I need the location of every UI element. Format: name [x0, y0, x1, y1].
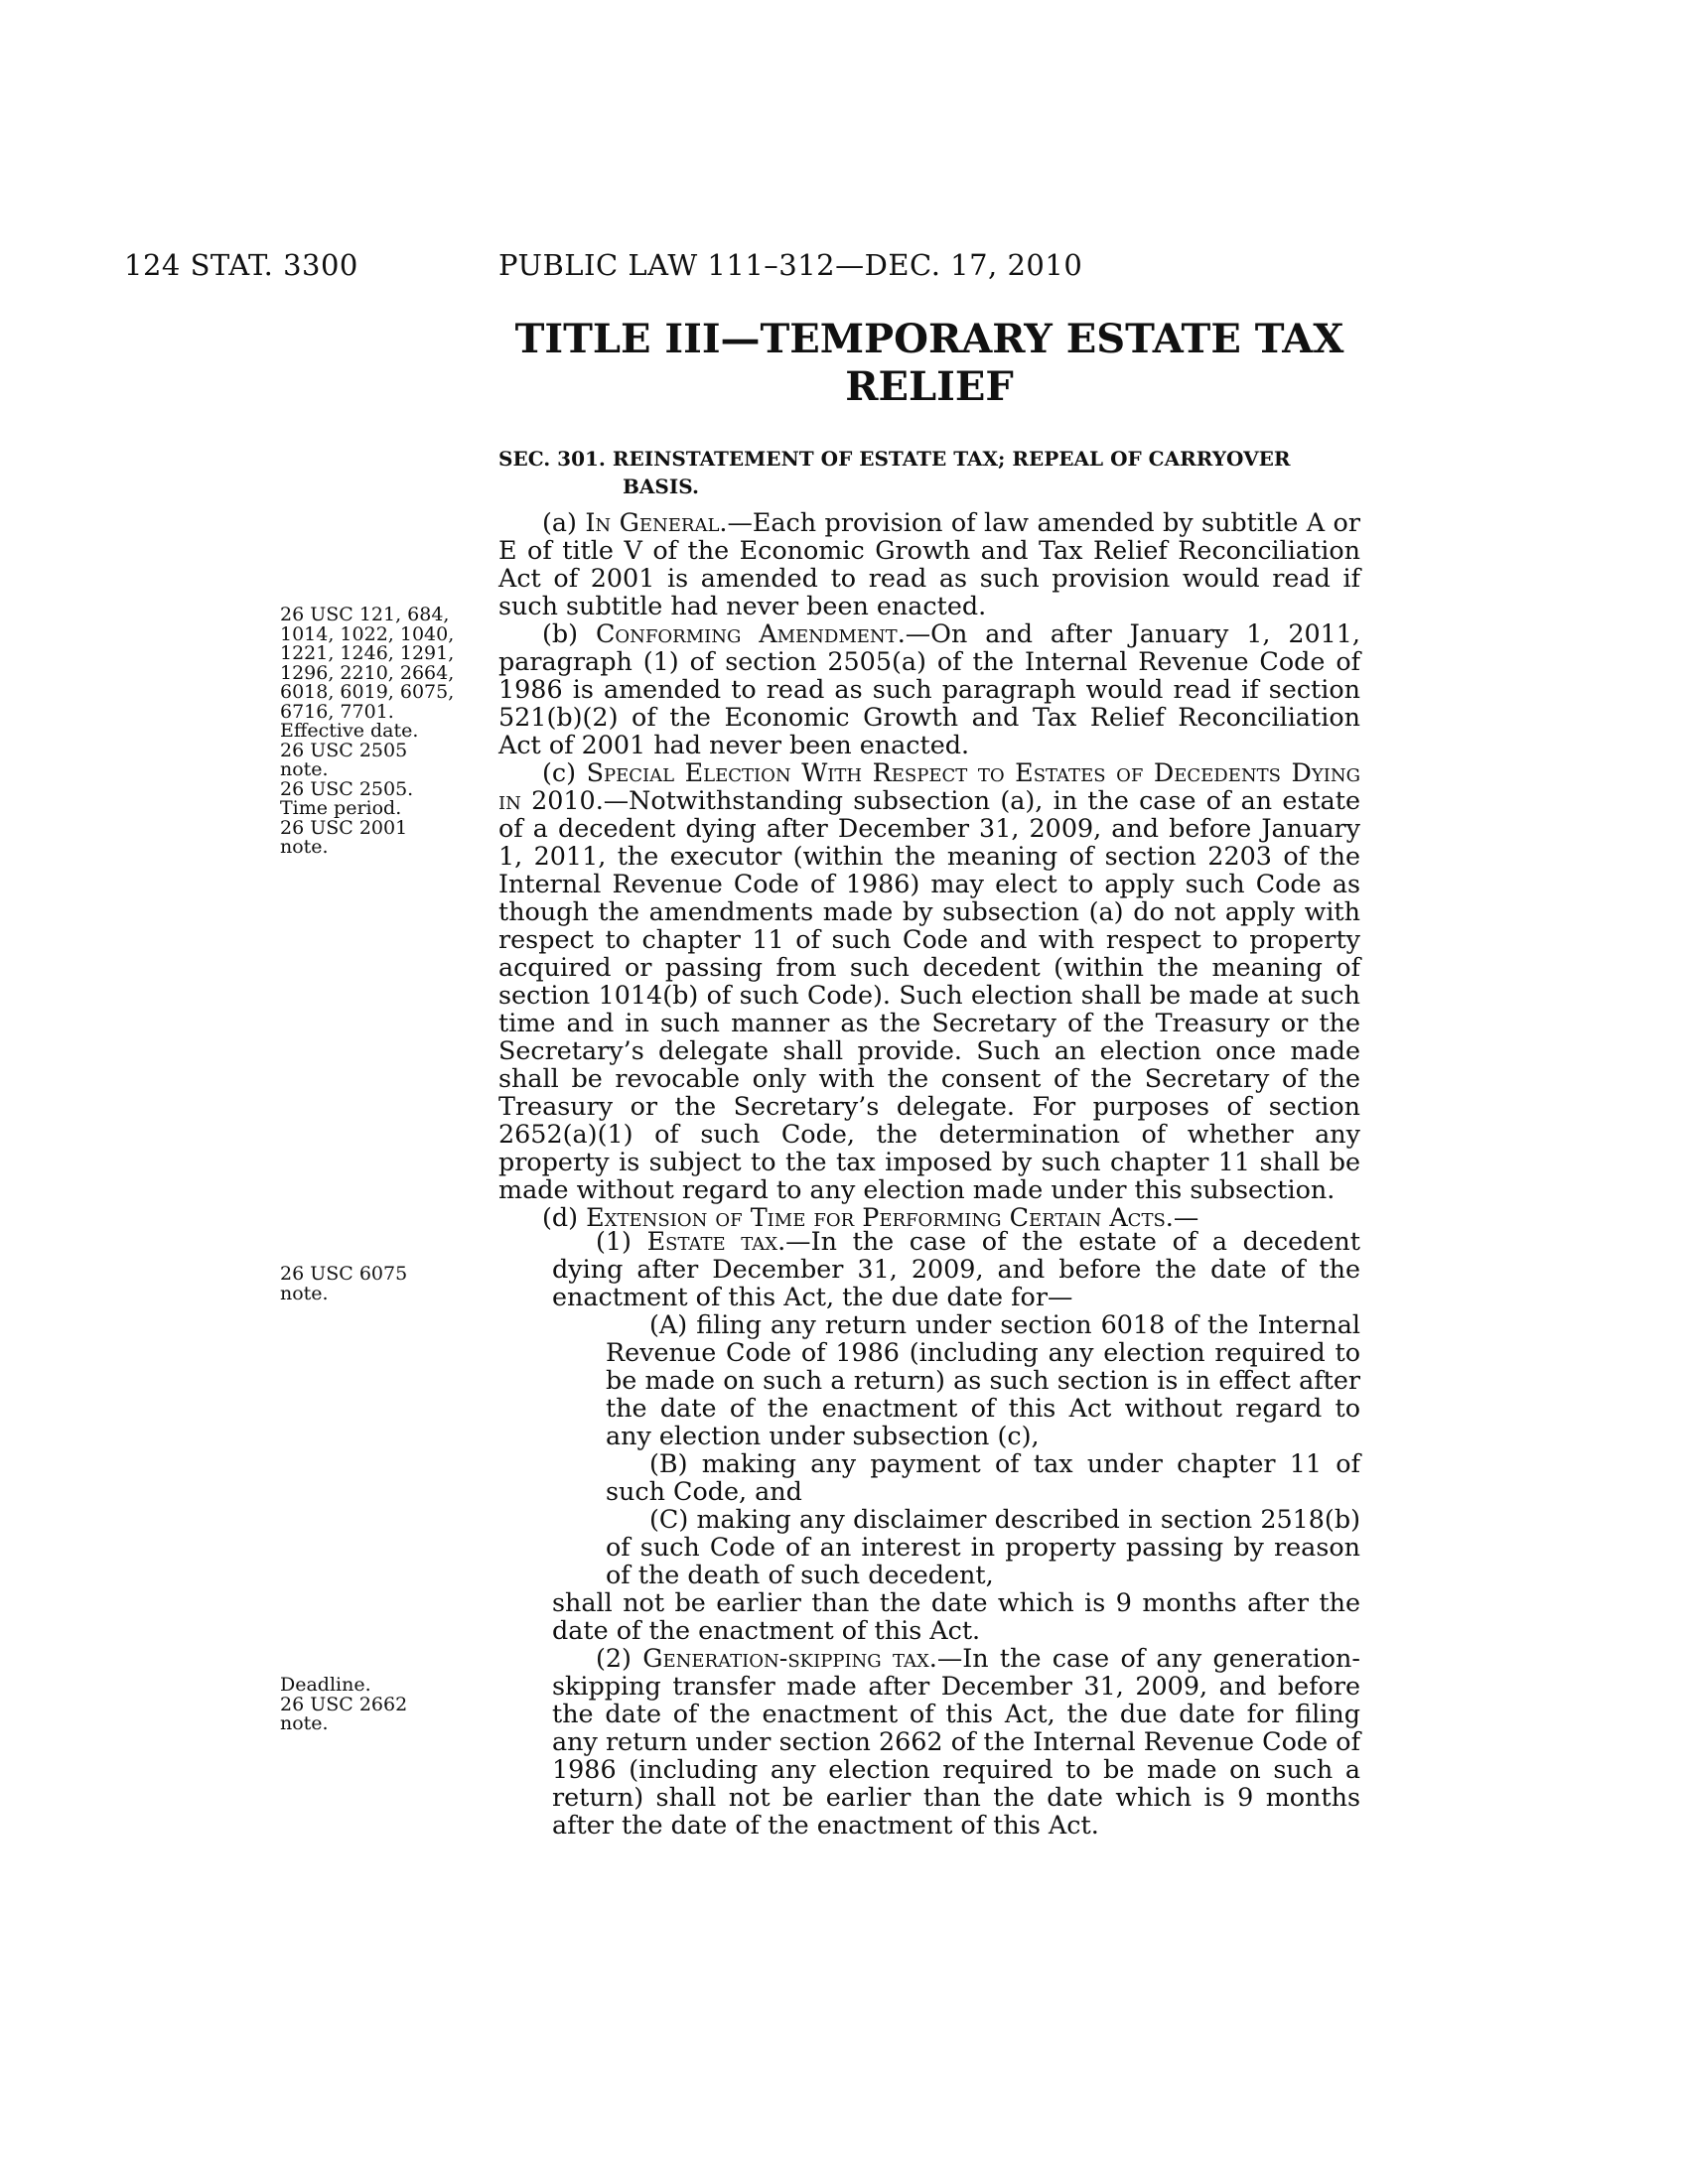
subsection-heading: Extension of Time for Performing Certain Acts	[586, 1202, 1166, 1232]
margin-note-line: 26 USC 2505	[280, 739, 408, 761]
subsection-b	[498, 619, 1360, 758]
margin-note-line: 1221, 1246, 1291,	[280, 642, 455, 664]
subparagraph-b: (B) making any payment of tax under chapter 11 of such Code, and	[606, 1448, 1360, 1506]
body-text-part-2	[498, 1227, 1360, 1839]
subsection-label: (a)	[542, 507, 586, 537]
subsection-label: (c)	[542, 757, 587, 787]
margin-note-line: 26 USC 6075	[280, 1263, 408, 1285]
paragraph-heading: Generation-skipping tax	[642, 1643, 929, 1673]
subsection-heading: Special Election With Respect to Estates of Decedents Dying in 2010	[498, 757, 1360, 815]
margin-note-line: 26 USC 2505.	[280, 777, 414, 800]
margin-note-deadline	[280, 1676, 444, 1734]
margin-note-line: 26 USC 2001	[280, 816, 408, 839]
subsection-label: (b)	[542, 618, 596, 648]
subparagraph-a: (A) filing any return under section 6018 of the Internal Revenue Code of 1986 (including any election required to be made on such a return) as such section is in effect after the date of the enactment of this Act without regard to any election under subsection (c),	[606, 1309, 1360, 1450]
margin-note-line: note.	[280, 758, 329, 780]
subsection-a	[498, 508, 1360, 619]
paragraph-d1-tail: shall not be earlier than the date which is 9 months after the date of the enactment of this Act.	[552, 1587, 1360, 1645]
subsection-text: .—	[1165, 1202, 1199, 1232]
paragraph-text: .—In the case of any generation-skipping transfer made after December 31, 2009, and before the date of the enactment of this Act, the due date for filing any return under section 2662 of the Internal Revenue Code of 1986 (including any election required to be made on such a return) shall not be earlier than the date which is 9 months after the date of the enactment of this Act.	[552, 1643, 1360, 1840]
margin-note-line: Time period.	[280, 797, 402, 819]
margin-note-line: note.	[280, 1282, 329, 1304]
paragraph-d2	[498, 1644, 1360, 1839]
margin-note-line: 6716, 7701.	[280, 700, 394, 723]
subsection-text: .—Each provision of law amended by subtitle A or E of title V of the Economic Growth and Tax Relief Reconciliation Act of 2001 is amended to read as such provision would read if such subtitle had never been enacted.	[498, 507, 1360, 620]
subsection-text: .—Notwithstanding subsection (a), in the case of an estate of a decedent dying after December 31, 2009, and before January 1, 2011, the executor (within the meaning of section 2203 of the Internal Revenue Code of 1986) may elect to apply such Code as though the amendments made by subsection (a) do not apply with respect to chapter 11 of such Code and with respect to property acquired or passing from such decedent (within the meaning of section 1014(b) of such Code). Such election shall be made at such time and in such manner as the Secretary of the Treasury or the Secretary’s delegate shall provide. Such an election once made shall be revocable only with the consent of the Secretary of the Treasury or the Secretary’s delegate. For purposes of section 2652(a)(1) of such Code, the determination of whether any property is subject to the tax imposed by such chapter 11 shall be made without regard to any election made under this subsection.	[498, 785, 1360, 1204]
page-reference: 124 STAT. 3300	[124, 248, 358, 282]
paragraph-label: (2)	[596, 1643, 643, 1673]
margin-note-line: Effective date.	[280, 720, 419, 742]
margin-note-estate-tax	[280, 1265, 444, 1303]
title-heading: TITLE III—TEMPORARY ESTATE TAX RELIEF	[514, 316, 1344, 410]
subsection-label: (d)	[542, 1202, 587, 1232]
margin-note-line: 26 USC 2662	[280, 1693, 408, 1715]
subsection-heading: In General	[585, 507, 720, 537]
margin-note-line: 1014, 1022, 1040,	[280, 622, 455, 645]
margin-note-line: 1296, 2210, 2664,	[280, 661, 455, 684]
subsection-heading: Conforming Amendment	[595, 618, 898, 648]
margin-note-line: note.	[280, 1712, 329, 1734]
subsection-text: .—On and after January 1, 2011, paragraph (1) of section 2505(a) of the Internal Revenue Code of 1986 is amended to read as such paragraph would read if section 521(b)(2) of the Economic Growth and Tax Relief Reconciliation Act of 2001 had never been enacted.	[498, 618, 1361, 759]
margin-note-sec301	[280, 604, 455, 858]
paragraph-text: .—In the case of the estate of a decedent dying after December 31, 2009, and before the date of the enactment of this Act, the due date for—	[552, 1226, 1360, 1311]
paragraph-label: (1)	[596, 1226, 647, 1256]
paragraph-heading: Estate tax	[646, 1226, 778, 1256]
section-heading: SEC. 301. REINSTATEMENT OF ESTATE TAX; REPEAL OF CARRYOVER BASIS.	[498, 447, 1291, 498]
body-text-part-1	[498, 508, 1360, 1231]
margin-note-line: 6018, 6019, 6075,	[280, 681, 455, 703]
subsection-c	[498, 758, 1360, 1203]
margin-note-line: note.	[280, 836, 329, 858]
subparagraph-c: (C) making any disclaimer described in section 2518(b) of such Code of an interest in property passing by reason of the death of such decedent,	[606, 1504, 1360, 1589]
paragraph-d1	[498, 1227, 1360, 1310]
margin-note-line: 26 USC 121, 684,	[280, 604, 450, 625]
margin-note-line: Deadline.	[280, 1674, 371, 1696]
public-law-header: PUBLIC LAW 111–312—DEC. 17, 2010	[498, 248, 1083, 282]
